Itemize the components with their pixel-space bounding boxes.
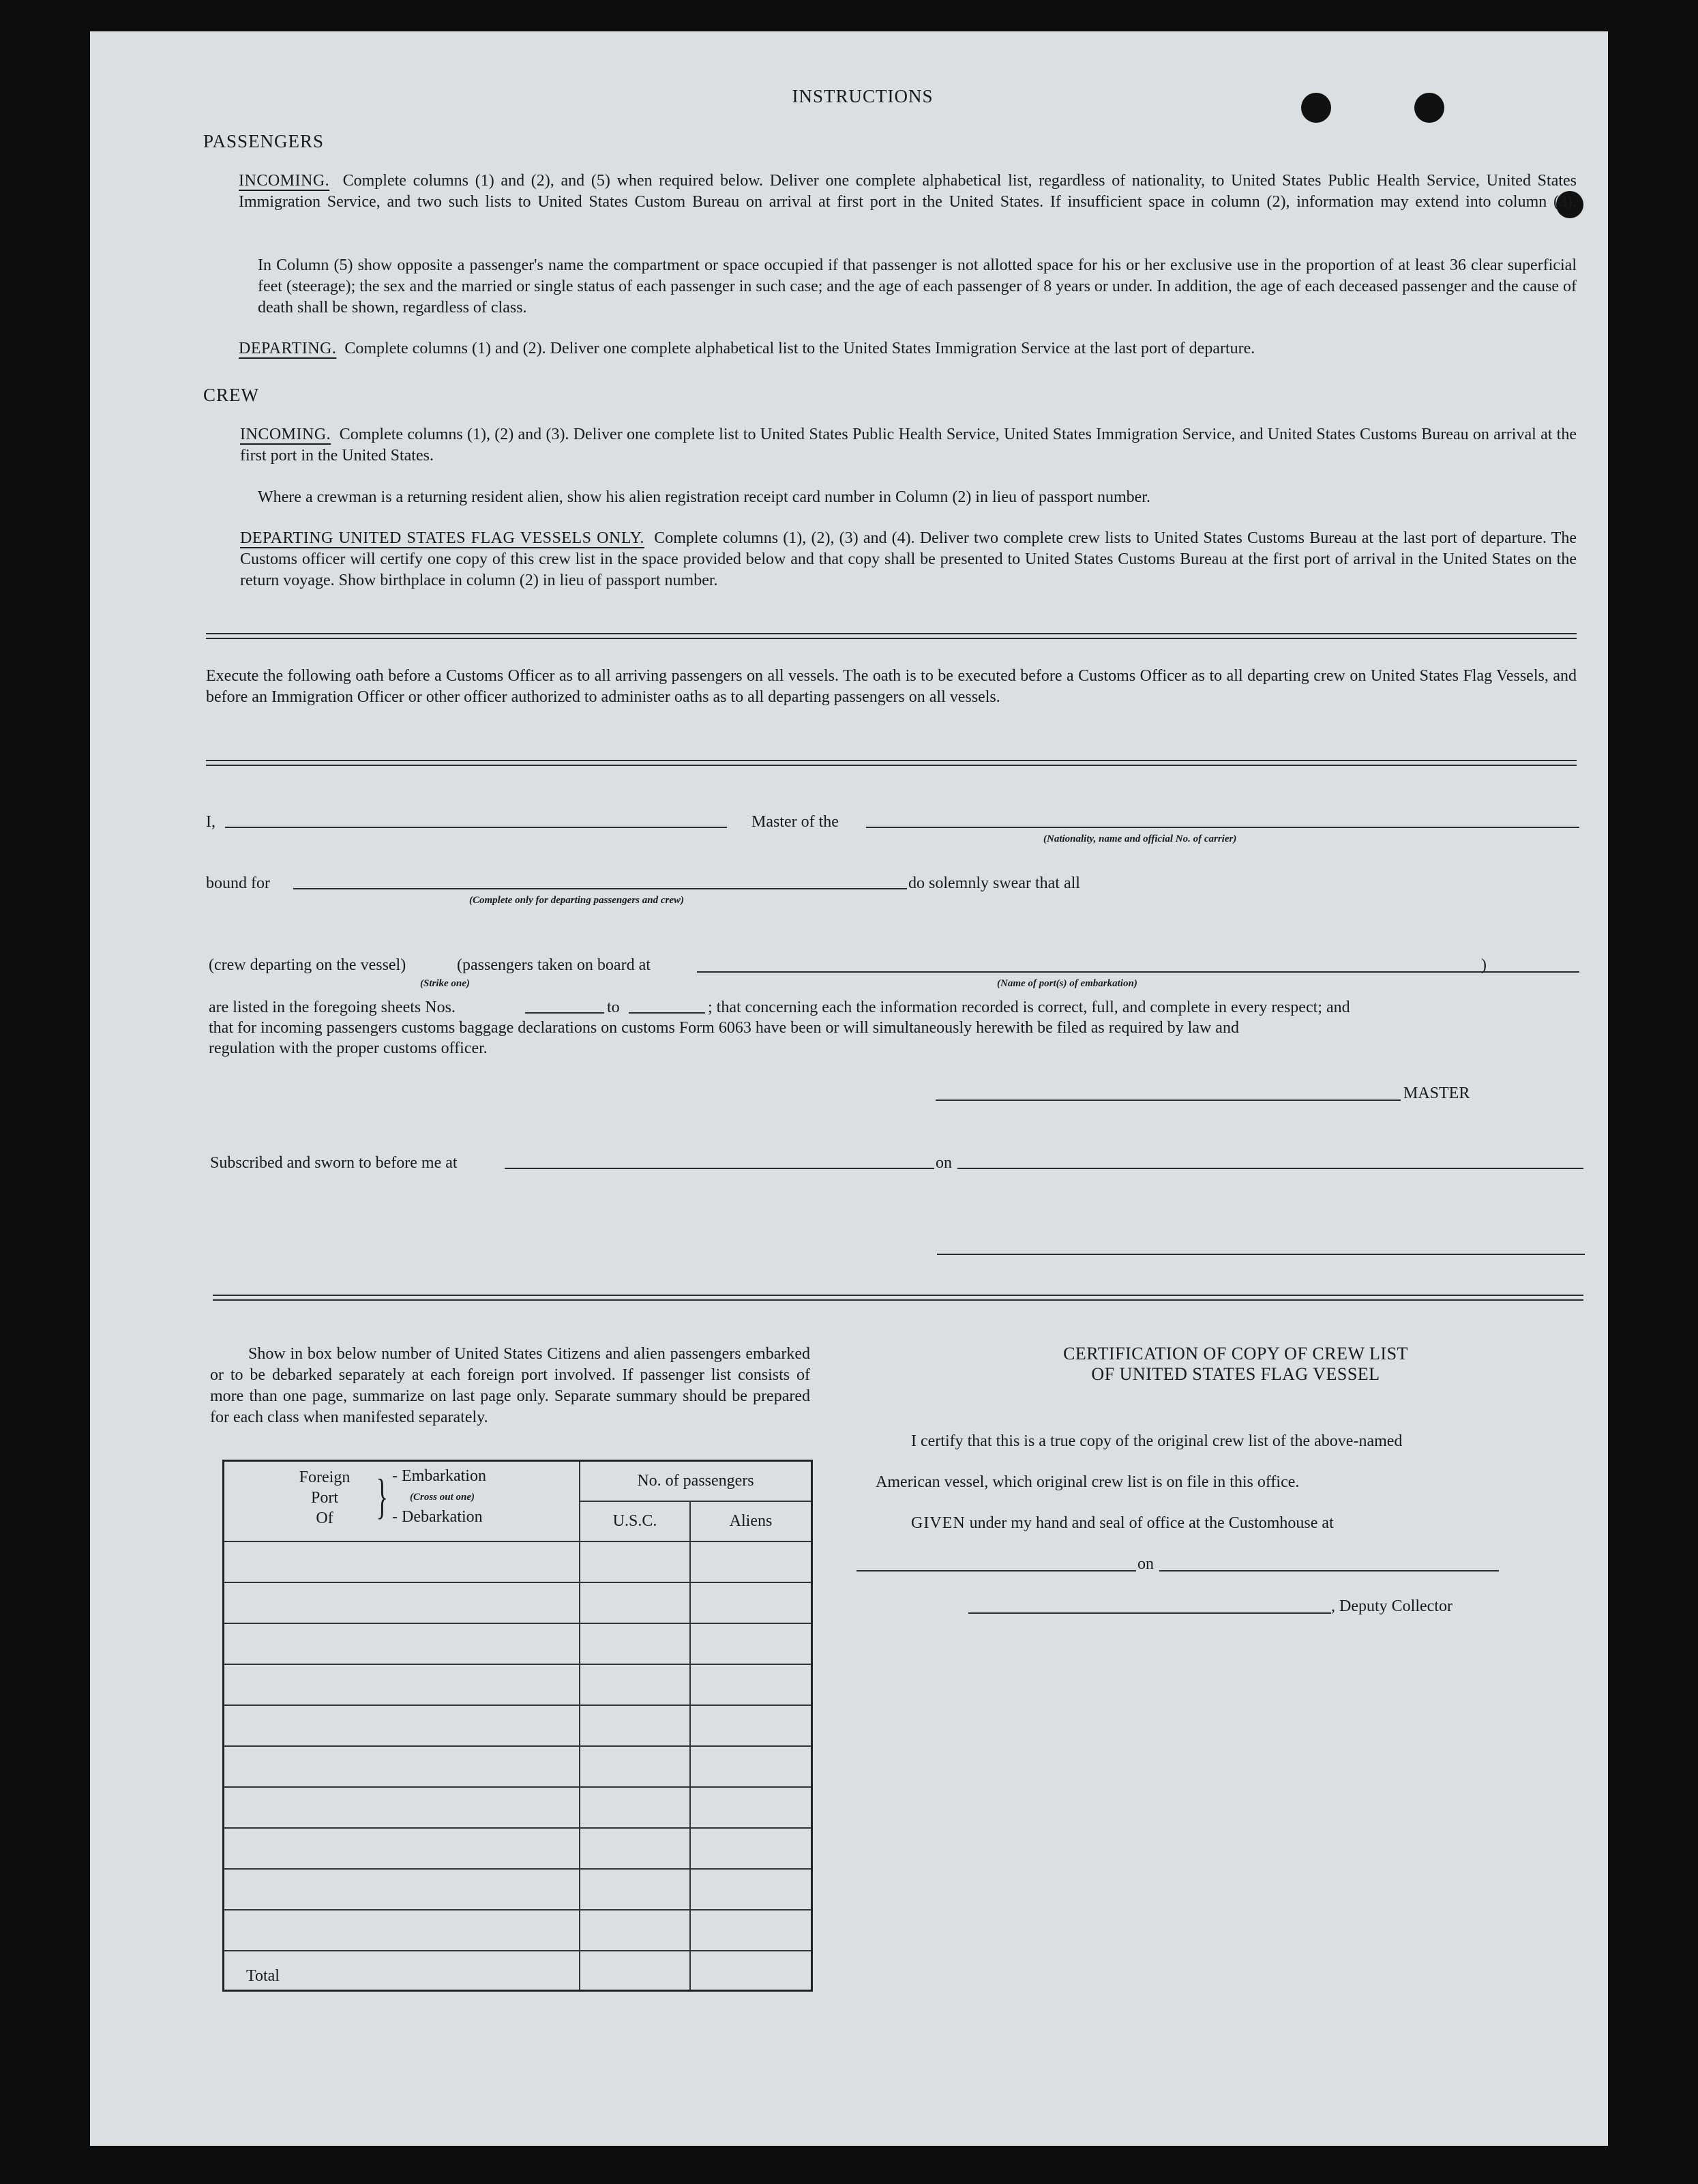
crew-departing-lead: DEPARTING UNITED STATES FLAG VESSELS ONLY. xyxy=(240,529,644,547)
listed-text-c: that for incoming passengers customs baggage declarations on customs Form 6063 have been or will simultaneously herewith be filed as required by law and xyxy=(209,1019,1239,1037)
total-label: Total xyxy=(224,1951,580,1990)
crew-incoming-lead: INCOMING. xyxy=(240,426,331,443)
table-row xyxy=(224,1623,812,1664)
master-of-the-label: Master of the xyxy=(751,813,839,831)
certification-on-label: on xyxy=(1137,1555,1154,1573)
divider xyxy=(206,633,1577,639)
embarkation-port-field[interactable] xyxy=(697,971,1579,973)
table-row xyxy=(224,1869,812,1910)
sworn-date-field[interactable] xyxy=(957,1168,1583,1169)
aliens-cell[interactable] xyxy=(690,1664,812,1705)
table-row xyxy=(224,1664,812,1705)
table-row xyxy=(224,1746,812,1787)
crew-incoming-text: Complete columns (1), (2) and (3). Deliver one complete list to United States Public Health Service, United States Immigration Service, and United States Customs Bureau on arrival at the first port in the United States. xyxy=(240,426,1577,464)
total-row xyxy=(224,1951,812,1990)
aliens-cell[interactable] xyxy=(690,1869,812,1910)
deputy-signature-field[interactable] xyxy=(968,1612,1331,1614)
listed-text-d: regulation with the proper customs officer. xyxy=(209,1039,488,1057)
usc-cell[interactable] xyxy=(580,1869,690,1910)
port-cell[interactable] xyxy=(224,1705,580,1746)
closing-paren: ) xyxy=(1481,956,1487,974)
divider xyxy=(213,1295,1583,1301)
aliens-header: Aliens xyxy=(690,1501,812,1541)
usc-total-cell[interactable] xyxy=(580,1951,690,1990)
aliens-cell[interactable] xyxy=(690,1582,812,1623)
listed-sheets-label: are listed in the foregoing sheets Nos. xyxy=(209,999,456,1016)
crew-resident-text: Where a crewman is a returning resident alien, show his alien registration receipt card number in Column (2) in lieu of passport number. xyxy=(258,488,1150,506)
carrier-hint: (Nationality, name and official No. of carrier) xyxy=(1043,833,1237,844)
oath-instructions: Execute the following oath before a Customs Officer as to all arriving passengers on all vessels. The oath is to be executed before a Customs Officer as to all departing crew on United States Flag Vessels, and before an Immigration Officer or other officer authorized to administer oaths as to all departing passengers on all vessels. xyxy=(206,667,1577,706)
deputy-collector-label: , Deputy Collector xyxy=(1331,1597,1453,1615)
crew-incoming-block xyxy=(240,424,1577,467)
page-title: INSTRUCTIONS xyxy=(792,86,934,106)
officer-signature-field[interactable] xyxy=(937,1254,1585,1255)
crew-departing-block xyxy=(240,528,1577,591)
sworn-place-field[interactable] xyxy=(505,1168,934,1169)
port-label: Port xyxy=(310,1489,338,1507)
crew-departing-option: (crew departing on the vessel) xyxy=(209,956,406,974)
cross-out-hint: (Cross out one) xyxy=(410,1492,475,1503)
no-of-passengers-header: No. of passengers xyxy=(580,1461,812,1501)
passengers-departing-text: Complete columns (1) and (2). Deliver one complete alphabetical list to the United States Immigration Service at the last port of departure. xyxy=(344,340,1255,357)
bound-for-field[interactable] xyxy=(293,888,907,889)
sheet-to-field[interactable] xyxy=(629,1012,705,1014)
table-row xyxy=(224,1705,812,1746)
customhouse-field[interactable] xyxy=(857,1570,1136,1571)
aliens-cell[interactable] xyxy=(690,1541,812,1582)
aliens-cell[interactable] xyxy=(690,1705,812,1746)
sheet-from-field[interactable] xyxy=(525,1012,604,1014)
carrier-field[interactable] xyxy=(866,827,1579,828)
aliens-cell[interactable] xyxy=(690,1746,812,1787)
port-cell[interactable] xyxy=(224,1623,580,1664)
aliens-cell[interactable] xyxy=(690,1828,812,1869)
usc-cell[interactable] xyxy=(580,1828,690,1869)
certification-title-line2: OF UNITED STATES FLAG VESSEL xyxy=(1091,1364,1380,1384)
port-cell[interactable] xyxy=(224,1869,580,1910)
aliens-cell[interactable] xyxy=(690,1623,812,1664)
crew-heading: CREW xyxy=(203,385,259,405)
table-row xyxy=(224,1541,812,1582)
master-label: MASTER xyxy=(1403,1084,1470,1102)
aliens-total-cell[interactable] xyxy=(690,1951,812,1990)
summary-instructions: Show in box below number of United States Citizens and alien passengers embarked or to be debarked separately at each foreign port involved. If passenger list consists of more than one page, summarize on last page only. Separate summary should be prepared for each class when manifested separately. xyxy=(210,1345,810,1426)
document-sheet xyxy=(90,31,1608,2146)
certification-date-field[interactable] xyxy=(1159,1570,1499,1571)
usc-cell[interactable] xyxy=(580,1746,690,1787)
brace-icon: } xyxy=(376,1469,388,1524)
oath-i-label: I, xyxy=(206,813,215,831)
divider xyxy=(206,760,1577,766)
listed-to-label: to xyxy=(607,999,620,1016)
passengers-incoming-lead: INCOMING. xyxy=(239,172,330,190)
passengers-incoming-text: Complete columns (1) and (2), and (5) when required below. Deliver one complete alphabetical list, regardless of nationality, to United States Public Health Service, United States Immigration Service, and two such lists to United States Custom Bureau on arrival at first port in the United States. If insufficient space in column (2), information may extend into column (3). xyxy=(239,172,1577,211)
usc-cell[interactable] xyxy=(580,1910,690,1951)
strike-one-hint: (Strike one) xyxy=(420,978,470,989)
table-row xyxy=(224,1582,812,1623)
aliens-cell[interactable] xyxy=(690,1910,812,1951)
certification-title-line1: CERTIFICATION OF COPY OF CREW LIST xyxy=(1063,1344,1408,1363)
passengers-departing-block xyxy=(239,338,1577,359)
certification-title xyxy=(874,1344,1597,1385)
usc-cell[interactable] xyxy=(580,1705,690,1746)
port-cell[interactable] xyxy=(224,1828,580,1869)
port-cell[interactable] xyxy=(224,1910,580,1951)
crew-departing-text: Complete columns (1), (2), (3) and (4). Deliver two complete crew lists to United States Customs Bureau at the last port of departure. The Customs officer will certify one copy of this crew list in the space provided below and that copy shall be presented to United States Customs Bureau at the first port of arrival in the United States on the return voyage. Show birthplace in column (2) in lieu of passport number. xyxy=(240,529,1577,589)
swear-text: do solemnly swear that all xyxy=(908,874,1080,892)
passengers-column5-text: In Column (5) show opposite a passenger's name the compartment or space occupied if that passenger is not allotted space for his or her exclusive use in the proportion of at least 36 clear superficial feet (steerage); the sex and the married or single status of each passenger in such case; and the age of each passenger of 8 years or under. In addition, the age of each deceased passenger and the cause of death shall be shown, regardless of class. xyxy=(258,256,1577,316)
sworn-on-label: on xyxy=(936,1154,952,1172)
port-cell[interactable] xyxy=(224,1746,580,1787)
passengers-departing-lead: DEPARTING. xyxy=(239,340,337,357)
table-row xyxy=(224,1787,812,1828)
usc-cell[interactable] xyxy=(580,1787,690,1828)
of-label: Of xyxy=(316,1509,333,1527)
table-row xyxy=(224,1910,812,1951)
certification-line1: I certify that this is a true copy of the original crew list of the above-named xyxy=(911,1432,1403,1450)
bound-for-label: bound for xyxy=(206,874,270,892)
port-cell[interactable] xyxy=(224,1582,580,1623)
usc-cell[interactable] xyxy=(580,1541,690,1582)
embarkation-port-hint: (Name of port(s) of embarkation) xyxy=(997,978,1137,989)
listed-text-b: ; that concerning each the information recorded is correct, full, and complete in every respect; and xyxy=(708,999,1350,1016)
usc-cell[interactable] xyxy=(580,1623,690,1664)
usc-cell[interactable] xyxy=(580,1582,690,1623)
usc-cell[interactable] xyxy=(580,1664,690,1705)
passengers-taken-option: (passengers taken on board at xyxy=(457,956,651,974)
passengers-heading: PASSENGERS xyxy=(203,131,325,151)
subscribed-label: Subscribed and sworn to before me at xyxy=(210,1154,458,1172)
usc-header: U.S.C. xyxy=(580,1501,690,1541)
port-cell[interactable] xyxy=(224,1664,580,1705)
bound-for-hint: (Complete only for departing passengers and crew) xyxy=(469,895,684,906)
passengers-incoming-block xyxy=(239,171,1577,213)
debarkation-label: - Debarkation xyxy=(392,1508,483,1526)
given-lead: GIVEN xyxy=(911,1514,966,1532)
port-cell[interactable] xyxy=(224,1787,580,1828)
port-cell[interactable] xyxy=(224,1541,580,1582)
given-line xyxy=(911,1514,1334,1533)
table-row xyxy=(224,1828,812,1869)
passenger-summary-table xyxy=(222,1460,813,1992)
master-name-field[interactable] xyxy=(225,827,727,828)
embarkation-label: - Embarkation xyxy=(392,1467,486,1485)
master-signature-field[interactable] xyxy=(936,1100,1401,1101)
certification-line2: American vessel, which original crew list is on file in this office. xyxy=(876,1473,1300,1491)
foreign-label: Foreign xyxy=(299,1469,351,1486)
given-rest: under my hand and seal of office at the Customhouse at xyxy=(969,1514,1334,1532)
port-header-cell xyxy=(224,1461,580,1542)
aliens-cell[interactable] xyxy=(690,1787,812,1828)
